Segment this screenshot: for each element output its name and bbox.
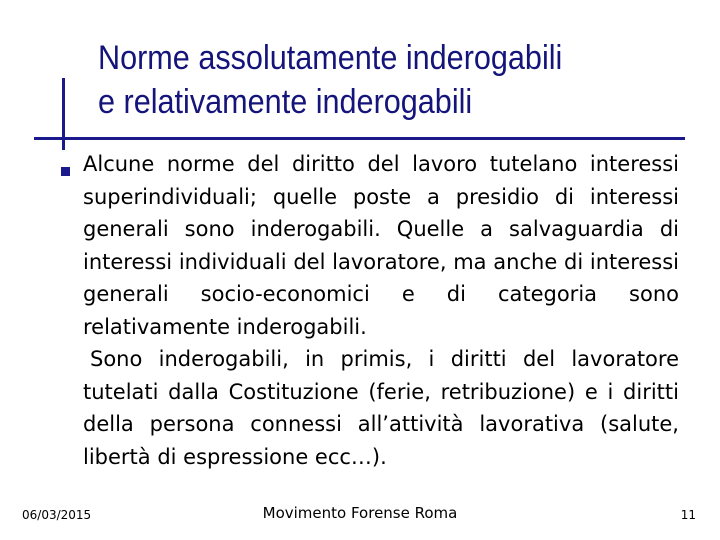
slide-title bbox=[98, 36, 638, 124]
slide-title-line-2: e relativamente inderogabili bbox=[98, 83, 473, 121]
body-paragraph-1: Alcune norme del diritto del lavoro tutelano interessi superindividuali; quelle poste a presidio di interessi generali sono inderogabili. Quelle a salvaguardia di interessi individuali del lavoratore, ma anche di interessi generali socio-economici e di categoria sono relativamente inderogabili. bbox=[83, 152, 679, 339]
square-bullet-icon bbox=[61, 167, 70, 176]
slide-body bbox=[83, 148, 679, 473]
slide-title-line-1: Norme assolutamente inderogabili bbox=[98, 39, 563, 77]
footer-organization: Movimento Forense Roma bbox=[262, 504, 458, 522]
title-horizontal-rule bbox=[34, 137, 685, 140]
footer-date: 06/03/2015 bbox=[22, 508, 92, 522]
footer-page-number: 11 bbox=[680, 508, 696, 522]
body-paragraph-2: Sono inderogabili, in primis, i diritti del lavoratore tutelati dalla Costituzione (ferie, retribuzione) e i diritti della persona connessi all’attività lavorativa (salute, libertà di espressione ecc…). bbox=[83, 347, 679, 469]
